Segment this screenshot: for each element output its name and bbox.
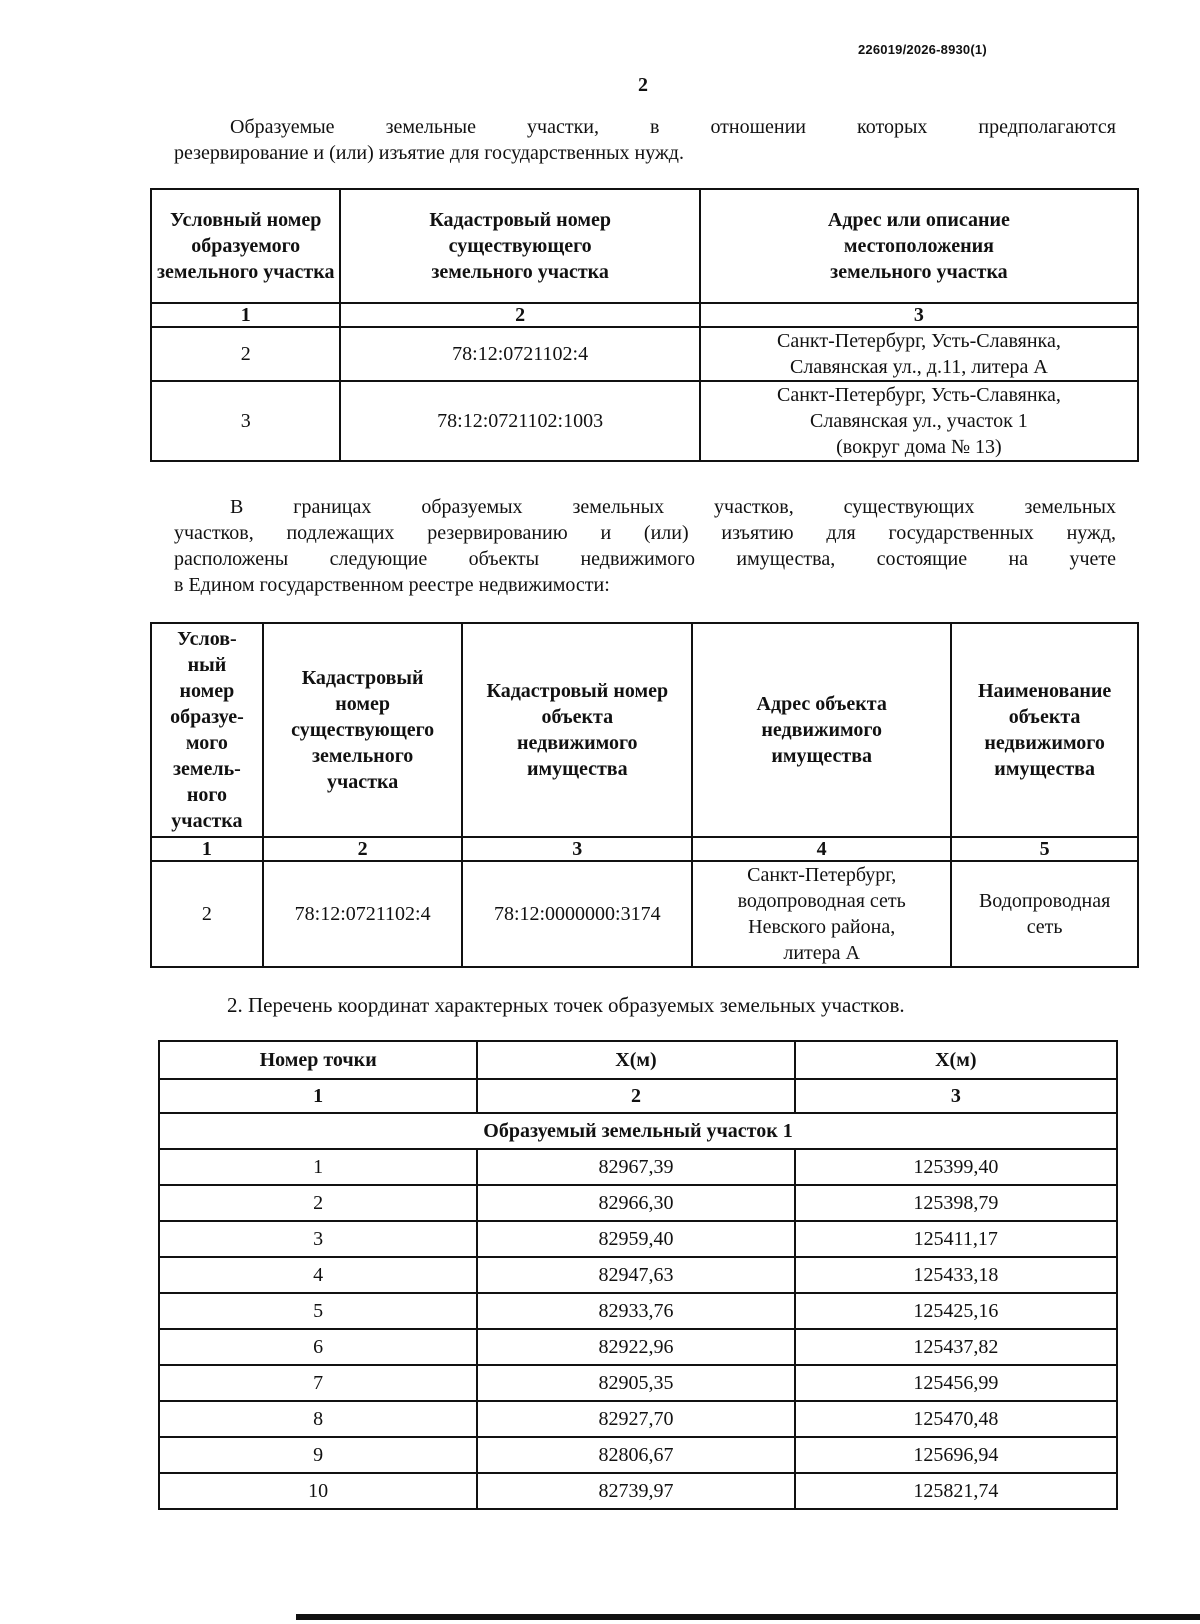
coordinate-x: 82967,39: [477, 1149, 794, 1185]
plot-address: [700, 381, 1138, 461]
address-line: Славянская ул., участок 1: [810, 410, 1028, 432]
column-header-x: X(м): [477, 1041, 794, 1079]
column-number: 2: [340, 303, 699, 327]
coordinates-table: [158, 1040, 1118, 1510]
column-number: 1: [151, 303, 340, 327]
header-line: Услов-: [177, 628, 237, 650]
coordinate-y: 125470,48: [795, 1401, 1117, 1437]
table-row: [151, 861, 1138, 967]
plot-number: 2: [151, 327, 340, 381]
group-title-row: [159, 1113, 1117, 1149]
address-line: водопроводная сеть: [737, 890, 906, 912]
table-header-row: [151, 623, 1138, 837]
address-line: Санкт-Петербург, Усть-Славянка,: [777, 330, 1061, 352]
table-row: [159, 1473, 1117, 1509]
header-line: номер: [179, 680, 235, 702]
header-line: земель-: [172, 758, 241, 780]
group-title: Образуемый земельный участок 1: [159, 1113, 1117, 1149]
coordinate-y: 125437,82: [795, 1329, 1117, 1365]
real-estate-objects-table: [150, 622, 1139, 968]
header-line: имущества: [994, 758, 1095, 780]
header-line: объекта: [1008, 706, 1081, 728]
cadastral-number: 78:12:0721102:1003: [340, 381, 699, 461]
point-number: 8: [159, 1401, 477, 1437]
column-number: 2: [477, 1079, 794, 1113]
coordinate-y: 125433,18: [795, 1257, 1117, 1293]
intro-line: Образуемые земельные участки, в отношении которых предполагаются: [230, 116, 1116, 138]
coordinate-x: 82806,67: [477, 1437, 794, 1473]
coordinate-y: 125398,79: [795, 1185, 1117, 1221]
coordinate-y: 125425,16: [795, 1293, 1117, 1329]
point-number: 4: [159, 1257, 477, 1293]
coordinate-y: 125399,40: [795, 1149, 1117, 1185]
object-address: [692, 861, 951, 967]
column-number: 2: [263, 837, 463, 861]
point-number: 5: [159, 1293, 477, 1329]
object-name: [951, 861, 1138, 967]
column-number: 5: [951, 837, 1138, 861]
header-line: ного: [186, 784, 227, 806]
section-title: 2. Перечень координат характерных точек образуемых земельных участков.: [227, 993, 905, 1017]
land-cadastral-number: 78:12:0721102:4: [263, 861, 463, 967]
coordinate-x: 82947,63: [477, 1257, 794, 1293]
coordinate-x: 82922,96: [477, 1329, 794, 1365]
header-line: имущества: [526, 758, 628, 780]
paragraph-line: в Едином государственном реестре недвижимости:: [174, 574, 610, 596]
column-numbers-row: [151, 303, 1138, 327]
header-line: Кадастровый номер: [486, 680, 669, 702]
table-row: [151, 381, 1138, 461]
table-row: [151, 327, 1138, 381]
address-line: литера А: [783, 942, 860, 964]
header-line: мого: [185, 732, 228, 754]
land-plots-table: [150, 188, 1139, 462]
plot-number: 3: [151, 381, 340, 461]
point-number: 2: [159, 1185, 477, 1221]
address-line: Славянская ул., д.11, литера А: [790, 356, 1048, 378]
header-line: Кадастровый: [301, 667, 424, 689]
coordinate-x: 82959,40: [477, 1221, 794, 1257]
header-line: земельного: [311, 745, 414, 767]
address-line: Санкт-Петербург,: [747, 864, 897, 886]
column-header-cadastral-number: Кадастровый номер существующего земельного участка: [340, 189, 699, 303]
page-number: 2: [638, 74, 648, 96]
header-line: участка: [171, 810, 243, 832]
point-number: 3: [159, 1221, 477, 1257]
table-row: [159, 1149, 1117, 1185]
plot-address: [700, 327, 1138, 381]
coordinate-x: 82966,30: [477, 1185, 794, 1221]
address-line: Санкт-Петербург, Усть-Славянка,: [777, 384, 1061, 406]
column-header-object-cadastral-number: [462, 623, 692, 837]
header-line: недвижимого: [761, 719, 882, 741]
object-cadastral-number: 78:12:0000000:3174: [462, 861, 692, 967]
point-number: 9: [159, 1437, 477, 1473]
address-line: Невского района,: [748, 916, 896, 938]
point-number: 1: [159, 1149, 477, 1185]
name-line: Водопроводная: [978, 890, 1111, 912]
column-header-conditional-number: [151, 623, 263, 837]
header-line: объекта: [541, 706, 614, 728]
coordinate-y: 125696,94: [795, 1437, 1117, 1473]
coordinate-y: 125456,99: [795, 1365, 1117, 1401]
within-boundaries-paragraph: [174, 494, 1116, 598]
column-number: 3: [700, 303, 1138, 327]
paragraph-line: участков, подлежащих резервированию и (или) изъятию для государственных нужд,: [174, 522, 1116, 544]
column-number: 3: [795, 1079, 1117, 1113]
point-number: 7: [159, 1365, 477, 1401]
coordinate-x: 82739,97: [477, 1473, 794, 1509]
header-line: Адрес объекта: [756, 693, 887, 715]
table-row: [159, 1221, 1117, 1257]
header-line: ный: [187, 654, 227, 676]
table-row: [159, 1185, 1117, 1221]
column-number: 1: [151, 837, 263, 861]
coordinate-x: 82933,76: [477, 1293, 794, 1329]
table-row: [159, 1437, 1117, 1473]
table-row: [159, 1293, 1117, 1329]
document-registration-number: 226019/2026-8930(1): [858, 42, 987, 57]
point-number: 10: [159, 1473, 477, 1509]
column-numbers-row: [151, 837, 1138, 861]
address-line: (вокруг дома № 13): [836, 436, 1002, 458]
header-line: недвижимого: [517, 732, 638, 754]
coordinate-y: 125411,17: [795, 1221, 1117, 1257]
header-line: образуе-: [170, 706, 244, 728]
intro-paragraph: [174, 114, 1116, 166]
column-header-conditional-number: Условный номер образуемого земельного участка: [151, 189, 340, 303]
column-number: 4: [692, 837, 951, 861]
paragraph-line: расположены следующие объекты недвижимого имущества, состоящие на учете: [174, 548, 1116, 570]
plot-number: 2: [151, 861, 263, 967]
column-header-object-name: [951, 623, 1138, 837]
header-line: Наименование: [977, 680, 1112, 702]
column-header-point-number: Номер точки: [159, 1041, 477, 1079]
column-number: 3: [462, 837, 692, 861]
coordinate-y: 125821,74: [795, 1473, 1117, 1509]
coordinate-x: 82905,35: [477, 1365, 794, 1401]
column-number: 1: [159, 1079, 477, 1113]
header-line: номер: [335, 693, 391, 715]
header-line: участка: [327, 771, 399, 793]
table-row: [159, 1329, 1117, 1365]
header-line: существующего: [291, 719, 435, 741]
name-line: сеть: [1026, 916, 1063, 938]
cadastral-number: 78:12:0721102:4: [340, 327, 699, 381]
column-numbers-row: [159, 1079, 1117, 1113]
paragraph-line: В границах образуемых земельных участков, существующих земельных: [230, 496, 1116, 518]
table-header-row: [151, 189, 1138, 303]
table-row: [159, 1257, 1117, 1293]
intro-line: резервирование и (или) изъятие для государственных нужд.: [174, 142, 684, 164]
column-header-object-address: [692, 623, 951, 837]
table-header-row: [159, 1041, 1117, 1079]
column-header-x-second: X(м): [795, 1041, 1117, 1079]
header-line: имущества: [771, 745, 872, 767]
table-row: [159, 1365, 1117, 1401]
header-line: недвижимого: [984, 732, 1105, 754]
point-number: 6: [159, 1329, 477, 1365]
column-header-address: Адрес или описание местоположения земельного участка: [700, 189, 1138, 303]
table-row: [159, 1401, 1117, 1437]
column-header-land-cadastral-number: [263, 623, 463, 837]
coordinate-x: 82927,70: [477, 1401, 794, 1437]
bottom-scan-edge: [296, 1614, 1200, 1620]
